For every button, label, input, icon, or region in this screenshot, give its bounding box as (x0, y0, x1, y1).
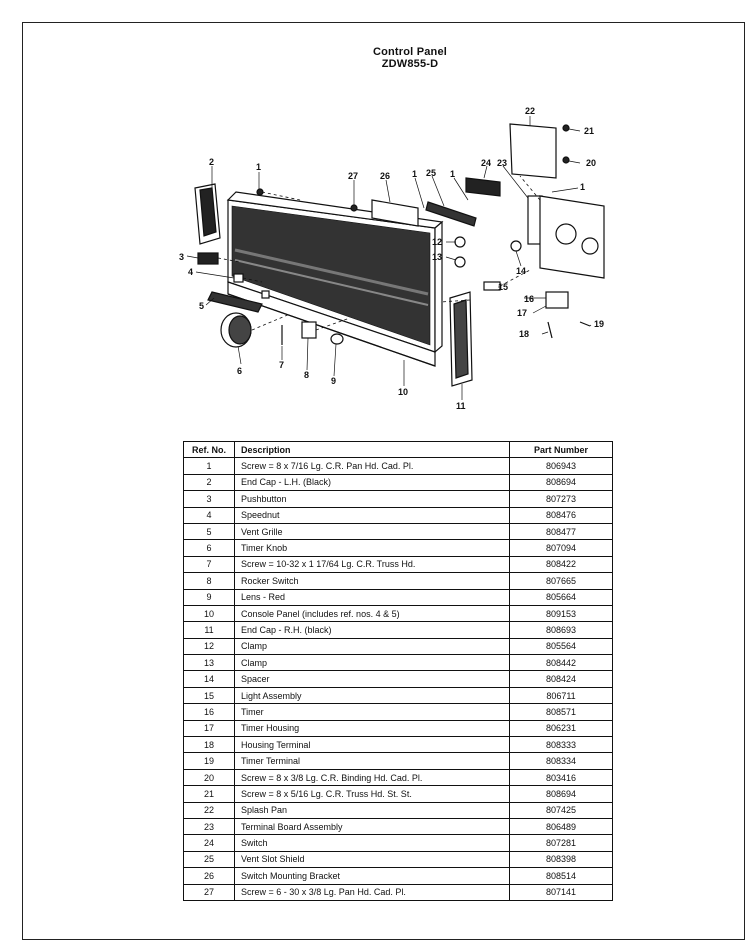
lens-red (331, 334, 343, 344)
table-row (184, 655, 613, 671)
callout-10: 10 (398, 387, 409, 397)
callout-22: 22 (525, 106, 536, 116)
rocker-switch (302, 322, 316, 338)
callout-27: 27 (348, 171, 359, 181)
table-row (184, 573, 613, 589)
cell-description: Clamp (235, 638, 510, 654)
cell-description: Timer Knob (235, 540, 510, 556)
cell-ref-no: 5 (184, 523, 235, 539)
cell-ref-no: 8 (184, 573, 235, 589)
cell-ref-no: 23 (184, 818, 235, 834)
cell-ref-no: 7 (184, 556, 235, 572)
cell-description: Screw = 8 x 3/8 Lg. C.R. Binding Hd. Cad. Pl. (235, 769, 510, 785)
callout-26: 26 (380, 171, 391, 181)
spacer (511, 241, 521, 251)
cell-ref-no: 3 (184, 491, 235, 507)
cell-description: End Cap - R.H. (black) (235, 622, 510, 638)
speednut (234, 274, 243, 282)
table-row (184, 523, 613, 539)
cell-ref-no: 21 (184, 786, 235, 802)
cell-ref-no: 20 (184, 769, 235, 785)
table-row (184, 818, 613, 834)
table-row (184, 851, 613, 867)
callout-16: 16 (524, 294, 535, 304)
cell-part-number: 807425 (510, 802, 613, 818)
screw-20 (563, 157, 569, 163)
cell-description: Timer Terminal (235, 753, 510, 769)
cell-description: Vent Grille (235, 523, 510, 539)
screw-27 (351, 205, 357, 211)
cell-part-number: 808571 (510, 704, 613, 720)
callout-23: 23 (497, 158, 508, 168)
title-line-1: Control Panel (372, 46, 448, 58)
splash-pan (510, 124, 556, 178)
table-row (184, 474, 613, 490)
table-row (184, 737, 613, 753)
cell-part-number: 803416 (510, 769, 613, 785)
screw-21 (563, 125, 569, 131)
table-row (184, 589, 613, 605)
timer (546, 292, 568, 308)
callout-11: 11 (456, 401, 466, 411)
pushbutton (198, 253, 218, 264)
cell-description: Terminal Board Assembly (235, 818, 510, 834)
cell-ref-no: 14 (184, 671, 235, 687)
callout-18: 18 (519, 329, 530, 339)
table-row (184, 720, 613, 736)
table-row (184, 769, 613, 785)
cell-ref-no: 25 (184, 851, 235, 867)
cell-description: Clamp (235, 655, 510, 671)
cell-description: Vent Slot Shield (235, 851, 510, 867)
cell-part-number: 808694 (510, 474, 613, 490)
cell-part-number: 808477 (510, 523, 613, 539)
cell-description: Splash Pan (235, 802, 510, 818)
callout-14: 14 (516, 266, 527, 276)
cell-part-number: 807281 (510, 835, 613, 851)
cell-part-number: 808424 (510, 671, 613, 687)
callout-25: 25 (426, 168, 437, 178)
cell-ref-no: 6 (184, 540, 235, 556)
cell-ref-no: 24 (184, 835, 235, 851)
cell-part-number: 808694 (510, 786, 613, 802)
table-header-row (184, 442, 613, 458)
cell-description: Pushbutton (235, 491, 510, 507)
cell-description: Screw = 8 x 7/16 Lg. C.R. Pan Hd. Cad. Pl. (235, 458, 510, 474)
cell-part-number: 808334 (510, 753, 613, 769)
title-line-2: ZDW855-D (381, 58, 439, 70)
callout-12: 12 (432, 237, 443, 247)
cell-part-number: 808693 (510, 622, 613, 638)
timer-terminal (580, 322, 590, 326)
cell-ref-no: 15 (184, 687, 235, 703)
table-row (184, 458, 613, 474)
cell-description: Console Panel (includes ref. nos. 4 & 5) (235, 605, 510, 621)
cell-description: Housing Terminal (235, 737, 510, 753)
callout-24: 24 (481, 158, 492, 168)
header-ref-no: Ref. No. (184, 442, 235, 458)
cell-part-number: 805664 (510, 589, 613, 605)
header-description: Description (235, 442, 510, 458)
callout-4: 4 (188, 267, 194, 277)
cell-description: Timer (235, 704, 510, 720)
cell-part-number: 806231 (510, 720, 613, 736)
cell-part-number: 805564 (510, 638, 613, 654)
cell-part-number: 807665 (510, 573, 613, 589)
cell-ref-no: 11 (184, 622, 235, 638)
cell-description: Speednut (235, 507, 510, 523)
timer-knob (221, 313, 251, 347)
cell-ref-no: 26 (184, 868, 235, 884)
cell-description: Rocker Switch (235, 573, 510, 589)
clamp-12 (455, 237, 465, 247)
table-row (184, 556, 613, 572)
header-part-number: Part Number (510, 442, 613, 458)
cell-description: Lens - Red (235, 589, 510, 605)
cell-part-number: 806943 (510, 458, 613, 474)
clamp-13 (455, 257, 465, 267)
callout-17: 17 (517, 308, 528, 318)
table-row (184, 671, 613, 687)
cell-description: Timer Housing (235, 720, 510, 736)
table-row (184, 884, 613, 900)
cell-part-number: 806489 (510, 818, 613, 834)
callout-1: 1 (256, 162, 262, 172)
callout-20: 20 (586, 158, 597, 168)
cell-description: Light Assembly (235, 687, 510, 703)
table-row (184, 638, 613, 654)
cell-description: Screw = 10-32 x 1 17/64 Lg. C.R. Truss Hd. (235, 556, 510, 572)
table-row (184, 622, 613, 638)
parts-table (183, 441, 613, 901)
exploded-parts-diagram (0, 0, 750, 440)
cell-part-number: 808398 (510, 851, 613, 867)
switch (466, 178, 500, 196)
table-row (184, 605, 613, 621)
cell-ref-no: 10 (184, 605, 235, 621)
cell-description: Switch (235, 835, 510, 851)
callout-15: 15 (498, 282, 509, 292)
cell-description: Spacer (235, 671, 510, 687)
parts-table-body (184, 458, 613, 901)
cell-part-number: 807094 (510, 540, 613, 556)
cell-ref-no: 13 (184, 655, 235, 671)
table-row (184, 491, 613, 507)
callout-7: 7 (279, 360, 285, 370)
cell-ref-no: 2 (184, 474, 235, 490)
callout-3: 3 (179, 252, 185, 262)
callout-1b: 1 (412, 169, 418, 179)
cell-ref-no: 27 (184, 884, 235, 900)
housing-terminal (548, 322, 552, 338)
right-end-cap (450, 292, 472, 386)
timer-housing (540, 196, 604, 278)
callout-5: 5 (199, 301, 205, 311)
callout-9: 9 (331, 376, 337, 386)
cell-ref-no: 9 (184, 589, 235, 605)
table-row (184, 802, 613, 818)
callout-2: 2 (209, 157, 215, 167)
table-row (184, 835, 613, 851)
cell-ref-no: 4 (184, 507, 235, 523)
cell-part-number: 808442 (510, 655, 613, 671)
left-end-cap (195, 184, 220, 244)
cell-ref-no: 17 (184, 720, 235, 736)
table-row (184, 753, 613, 769)
cell-part-number: 806711 (510, 687, 613, 703)
table-row (184, 507, 613, 523)
cell-description: Screw = 8 x 5/16 Lg. C.R. Truss Hd. St. St. (235, 786, 510, 802)
cell-part-number: 808476 (510, 507, 613, 523)
cell-description: Switch Mounting Bracket (235, 868, 510, 884)
cell-part-number: 807273 (510, 491, 613, 507)
cell-part-number: 809153 (510, 605, 613, 621)
cell-part-number: 807141 (510, 884, 613, 900)
table-row (184, 687, 613, 703)
callout-6: 6 (237, 366, 243, 376)
cell-description: End Cap - L.H. (Black) (235, 474, 510, 490)
cell-part-number: 808333 (510, 737, 613, 753)
cell-part-number: 808422 (510, 556, 613, 572)
table-row (184, 786, 613, 802)
callout-19: 19 (594, 319, 605, 329)
table-row (184, 704, 613, 720)
cell-ref-no: 22 (184, 802, 235, 818)
cell-description: Screw = 6 - 30 x 3/8 Lg. Pan Hd. Cad. Pl. (235, 884, 510, 900)
table-row (184, 540, 613, 556)
cell-ref-no: 12 (184, 638, 235, 654)
callout-21: 21 (584, 126, 595, 136)
table-row (184, 868, 613, 884)
cell-ref-no: 16 (184, 704, 235, 720)
cell-ref-no: 19 (184, 753, 235, 769)
callout-1d: 1 (580, 182, 586, 192)
callout-8: 8 (304, 370, 310, 380)
cell-ref-no: 18 (184, 737, 235, 753)
cell-ref-no: 1 (184, 458, 235, 474)
cell-part-number: 808514 (510, 868, 613, 884)
callout-1c: 1 (450, 169, 456, 179)
callout-13: 13 (432, 252, 443, 262)
